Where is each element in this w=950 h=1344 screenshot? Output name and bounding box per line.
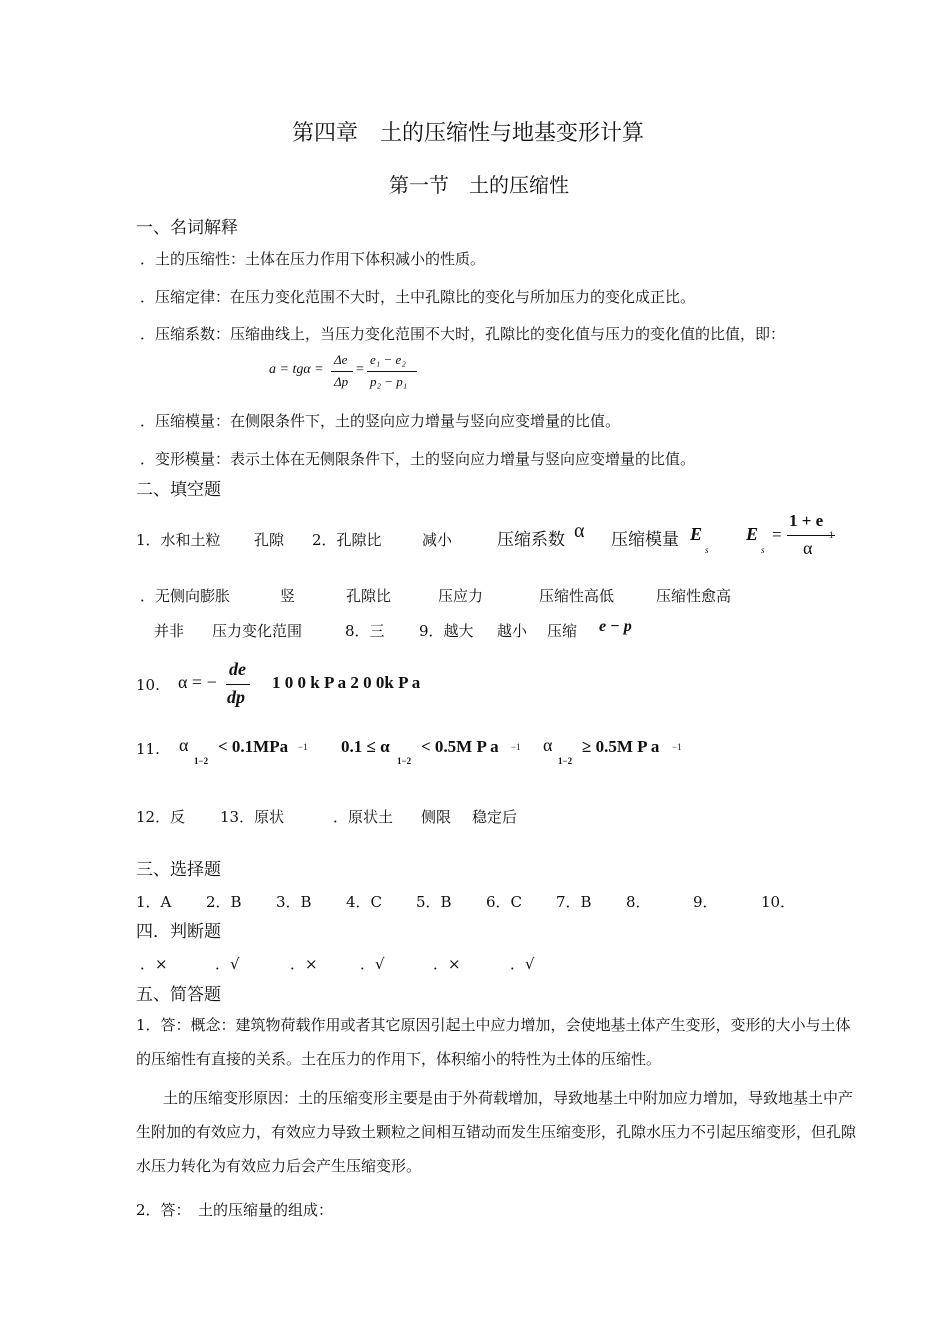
answer-text: 压缩模量 [611,530,679,550]
answer-text: 9．越大 [419,622,474,640]
formula-lhs: a = tgα = [269,362,324,377]
formula-alpha: α = − [178,672,217,692]
choice-answer: 4．C [346,893,383,911]
choice-answer: 1．A [136,893,172,911]
section-heading-terms: 一、名词解释 [136,218,238,238]
answer-text: 竖 [280,587,296,605]
answer-number: 10. [136,676,160,694]
alpha-symbol: α [543,735,553,755]
section-heading-fill: 二、填空题 [136,480,221,500]
judge-answer: ．√ [215,955,240,973]
inequality: 0.1 ≤ α [341,737,390,756]
choice-answer: 9． [693,893,718,911]
answer-paragraph: 2．答： 土的压缩量的组成： [136,1201,334,1219]
answer-paragraph: 土的压缩变形原因：土的压缩变形主要是由于外荷载增加，导致地基土中附加应力增加，导致地基土中产生附加的有效应力，有效应力导致土颗粒之间相互错动而发生压缩变形，孔隙水压力不引起压缩变形，但孔隙水压力转化为有效应力后会产生压缩变形。 [136,1089,857,1175]
pressure-values: 1 0 0 k P a 2 0 0k P a [272,673,421,692]
inequality: < 0.1MPa [218,737,289,756]
term-item: ．压缩模量：在侧限条件下，土的竖向应力增量与竖向应变增量的比值。 [140,412,621,430]
term-item: ．压缩定律：在压力变化范围不大时，土中孔隙比的变化与所加压力的变化成正比。 [140,288,696,306]
superscript: −1 [511,742,521,752]
equals: = [772,525,782,544]
answer-text: 压缩性高低 [539,587,615,605]
e-p-curve: e − p [599,618,632,635]
choice-answer: 8． [626,893,651,911]
judge-answer: ．√ [360,955,385,973]
choice-answer: 3．B [276,893,312,911]
term-item: ．压缩系数：压缩曲线上，当压力变化范围不大时，孔隙比的变化值与压力的变化值的比值，即： [140,325,786,343]
answer-paragraph: 1．答：概念：建筑物荷载作用或者其它原因引起土中应力增加，会使地基土体产生变形，变形的大小与土体的压缩性有直接的关系。土在压力的作用下，体积缩小的特性为土体的压缩性。 [136,1016,851,1068]
formula-eq: = [356,362,364,377]
section-heading-choice: 三、选择题 [136,860,221,880]
section-heading-judge: 四．判断题 [136,922,221,942]
judge-answer: ．× [290,955,318,973]
formula-den1: Δp [334,374,349,389]
answer-text: 13．原状 [220,808,285,826]
term-item: ．变形模量：表示土体在无侧限条件下，土的竖向应力增量与竖向应变增量的比值。 [140,450,696,468]
answer-text: 压应力 [438,587,484,605]
answer-text: ．原状土 [333,808,394,826]
inequality: ≥ 0.5M P a [582,737,660,756]
answer-number: 11. [136,740,160,758]
judge-answer: ．√ [510,955,535,973]
choice-answer: 2．B [206,893,242,911]
symbol-E: E [746,524,759,544]
answer-text: 8．三 [345,622,385,640]
alpha-symbol: α [574,520,585,542]
superscript: −1 [298,742,308,752]
answer-text: ．无侧向膨胀 [140,587,231,605]
alpha-symbol: α [179,735,189,755]
choice-answer: 10． [761,893,796,911]
formula-num1: Δe [334,352,348,367]
frac-numerator: 1 + e [789,511,824,530]
inequality: < 0.5M P a [421,737,499,756]
frac-numerator: de [229,659,246,679]
section-heading-short-answer: 五、简答题 [136,985,221,1005]
symbol-E: E [690,524,703,544]
answer-text: 压缩性愈高 [656,587,732,605]
subscript: 1−2 [397,756,412,766]
answer-text: 侧限 [421,808,452,826]
frac-denominator: α [803,538,813,558]
judge-answer: ．× [433,955,461,973]
term-item: ．土的压缩性：土体在压力作用下体积减小的性质。 [140,250,486,268]
answer-text: 越小 [497,622,528,640]
section-title: 第一节 土的压缩性 [389,173,569,197]
answer-text: 压缩 [547,622,578,640]
answer-text: 孔隙 [254,531,285,549]
subscript: 1−2 [194,756,209,766]
answer-text: 减小 [422,531,453,549]
choice-answer: 7．B [556,893,592,911]
formula-den2: p₂ − p₁ [370,374,408,389]
frac-denominator: dp [227,687,245,707]
choice-answer: 5．B [416,893,452,911]
answer-text: 1．水和土粒 [136,531,221,549]
formula-num2: e₁ − e₂ [370,352,406,367]
answer-text: 稳定后 [472,808,518,826]
choice-answer: 6．C [486,893,523,911]
superscript: −1 [672,742,682,752]
answer-text: 压力变化范围 [212,622,303,640]
subscript: s [705,545,709,555]
answer-text: 压缩系数 [497,530,565,550]
subscript: s [761,545,765,555]
answer-text: 并非 [154,622,185,640]
subscript: 1−2 [558,756,573,766]
answer-text: 孔隙比 [346,587,392,605]
answer-text: 2．孔隙比 [312,531,382,549]
answer-text: 12．反 [136,808,186,826]
judge-answer: ．× [140,955,168,973]
chapter-title: 第四章 土的压缩性与地基变形计算 [292,121,645,146]
